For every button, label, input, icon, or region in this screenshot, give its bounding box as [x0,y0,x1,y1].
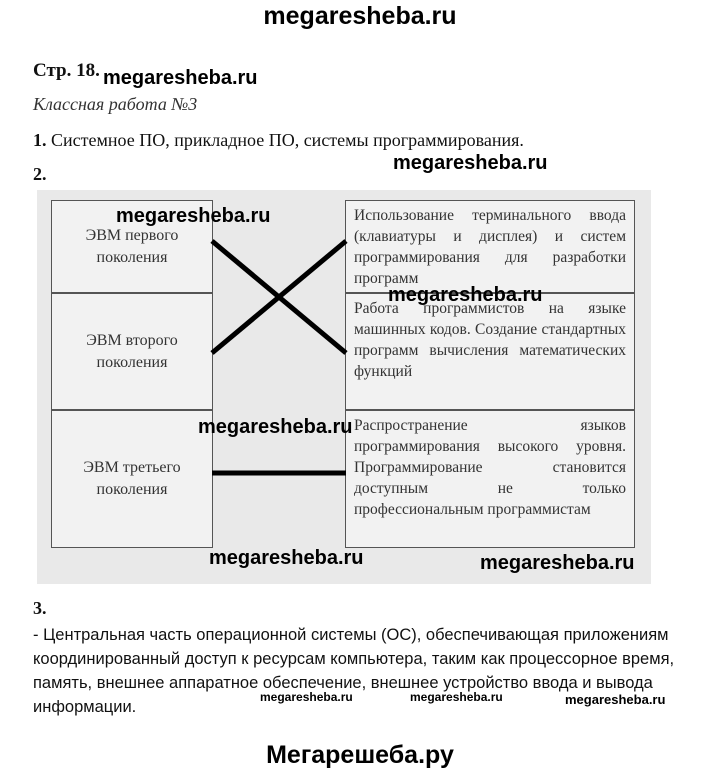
page-label: Стр. 18. [33,60,100,81]
task1-text: Системное ПО, прикладное ПО, системы программирования. [51,130,524,150]
watermark: megaresheba.ru [393,152,548,174]
left-box-3: ЭВМ третьего поколения [51,410,213,548]
task2-number: 2. [33,164,47,184]
task3-number: 3. [33,598,47,618]
task1 [33,130,524,151]
watermark: megaresheba.ru [388,284,543,306]
left-box-2: ЭВМ второго поколения [51,293,213,410]
right-box-2: Работа программистов на языке машинных кодов. Создание стандартных программ вычисления математических функций [345,293,635,410]
watermark: megaresheba.ru [260,690,353,704]
watermark: megaresheba.ru [410,690,503,704]
watermark-top: megaresheba.ru [263,2,457,30]
watermark: megaresheba.ru [103,67,258,89]
left-box-1: ЭВМ первого поколения [51,200,213,293]
task1-number: 1. [33,130,47,150]
right-box-3: Распространение языков программирования высокого уровня. Программирование становится доступным не только профессиональным программистам [345,410,635,548]
matching-diagram [37,190,651,584]
watermark: megaresheba.ru [480,552,635,574]
task3-text: - Центральная часть операционной системы (ОС), обеспечивающая приложениям координированный доступ к ресурсам компьютера, таким как процессорное время, память, внешнее аппаратное обеспечение, внешнее устройство ввода и вывода информации. [33,626,675,716]
subtitle: Классная работа №3 [33,94,198,114]
connection-lines [37,190,651,584]
watermark: megaresheba.ru [116,205,271,227]
watermark-bottom: Мегарешеба.ру [266,741,454,769]
watermark: megaresheba.ru [209,547,364,569]
watermark: megaresheba.ru [198,416,353,438]
right-box-1: Использование терминального ввода (клавиатуры и дисплея) и систем программирования для разработки программ [345,200,635,293]
watermark: megaresheba.ru [565,692,666,707]
